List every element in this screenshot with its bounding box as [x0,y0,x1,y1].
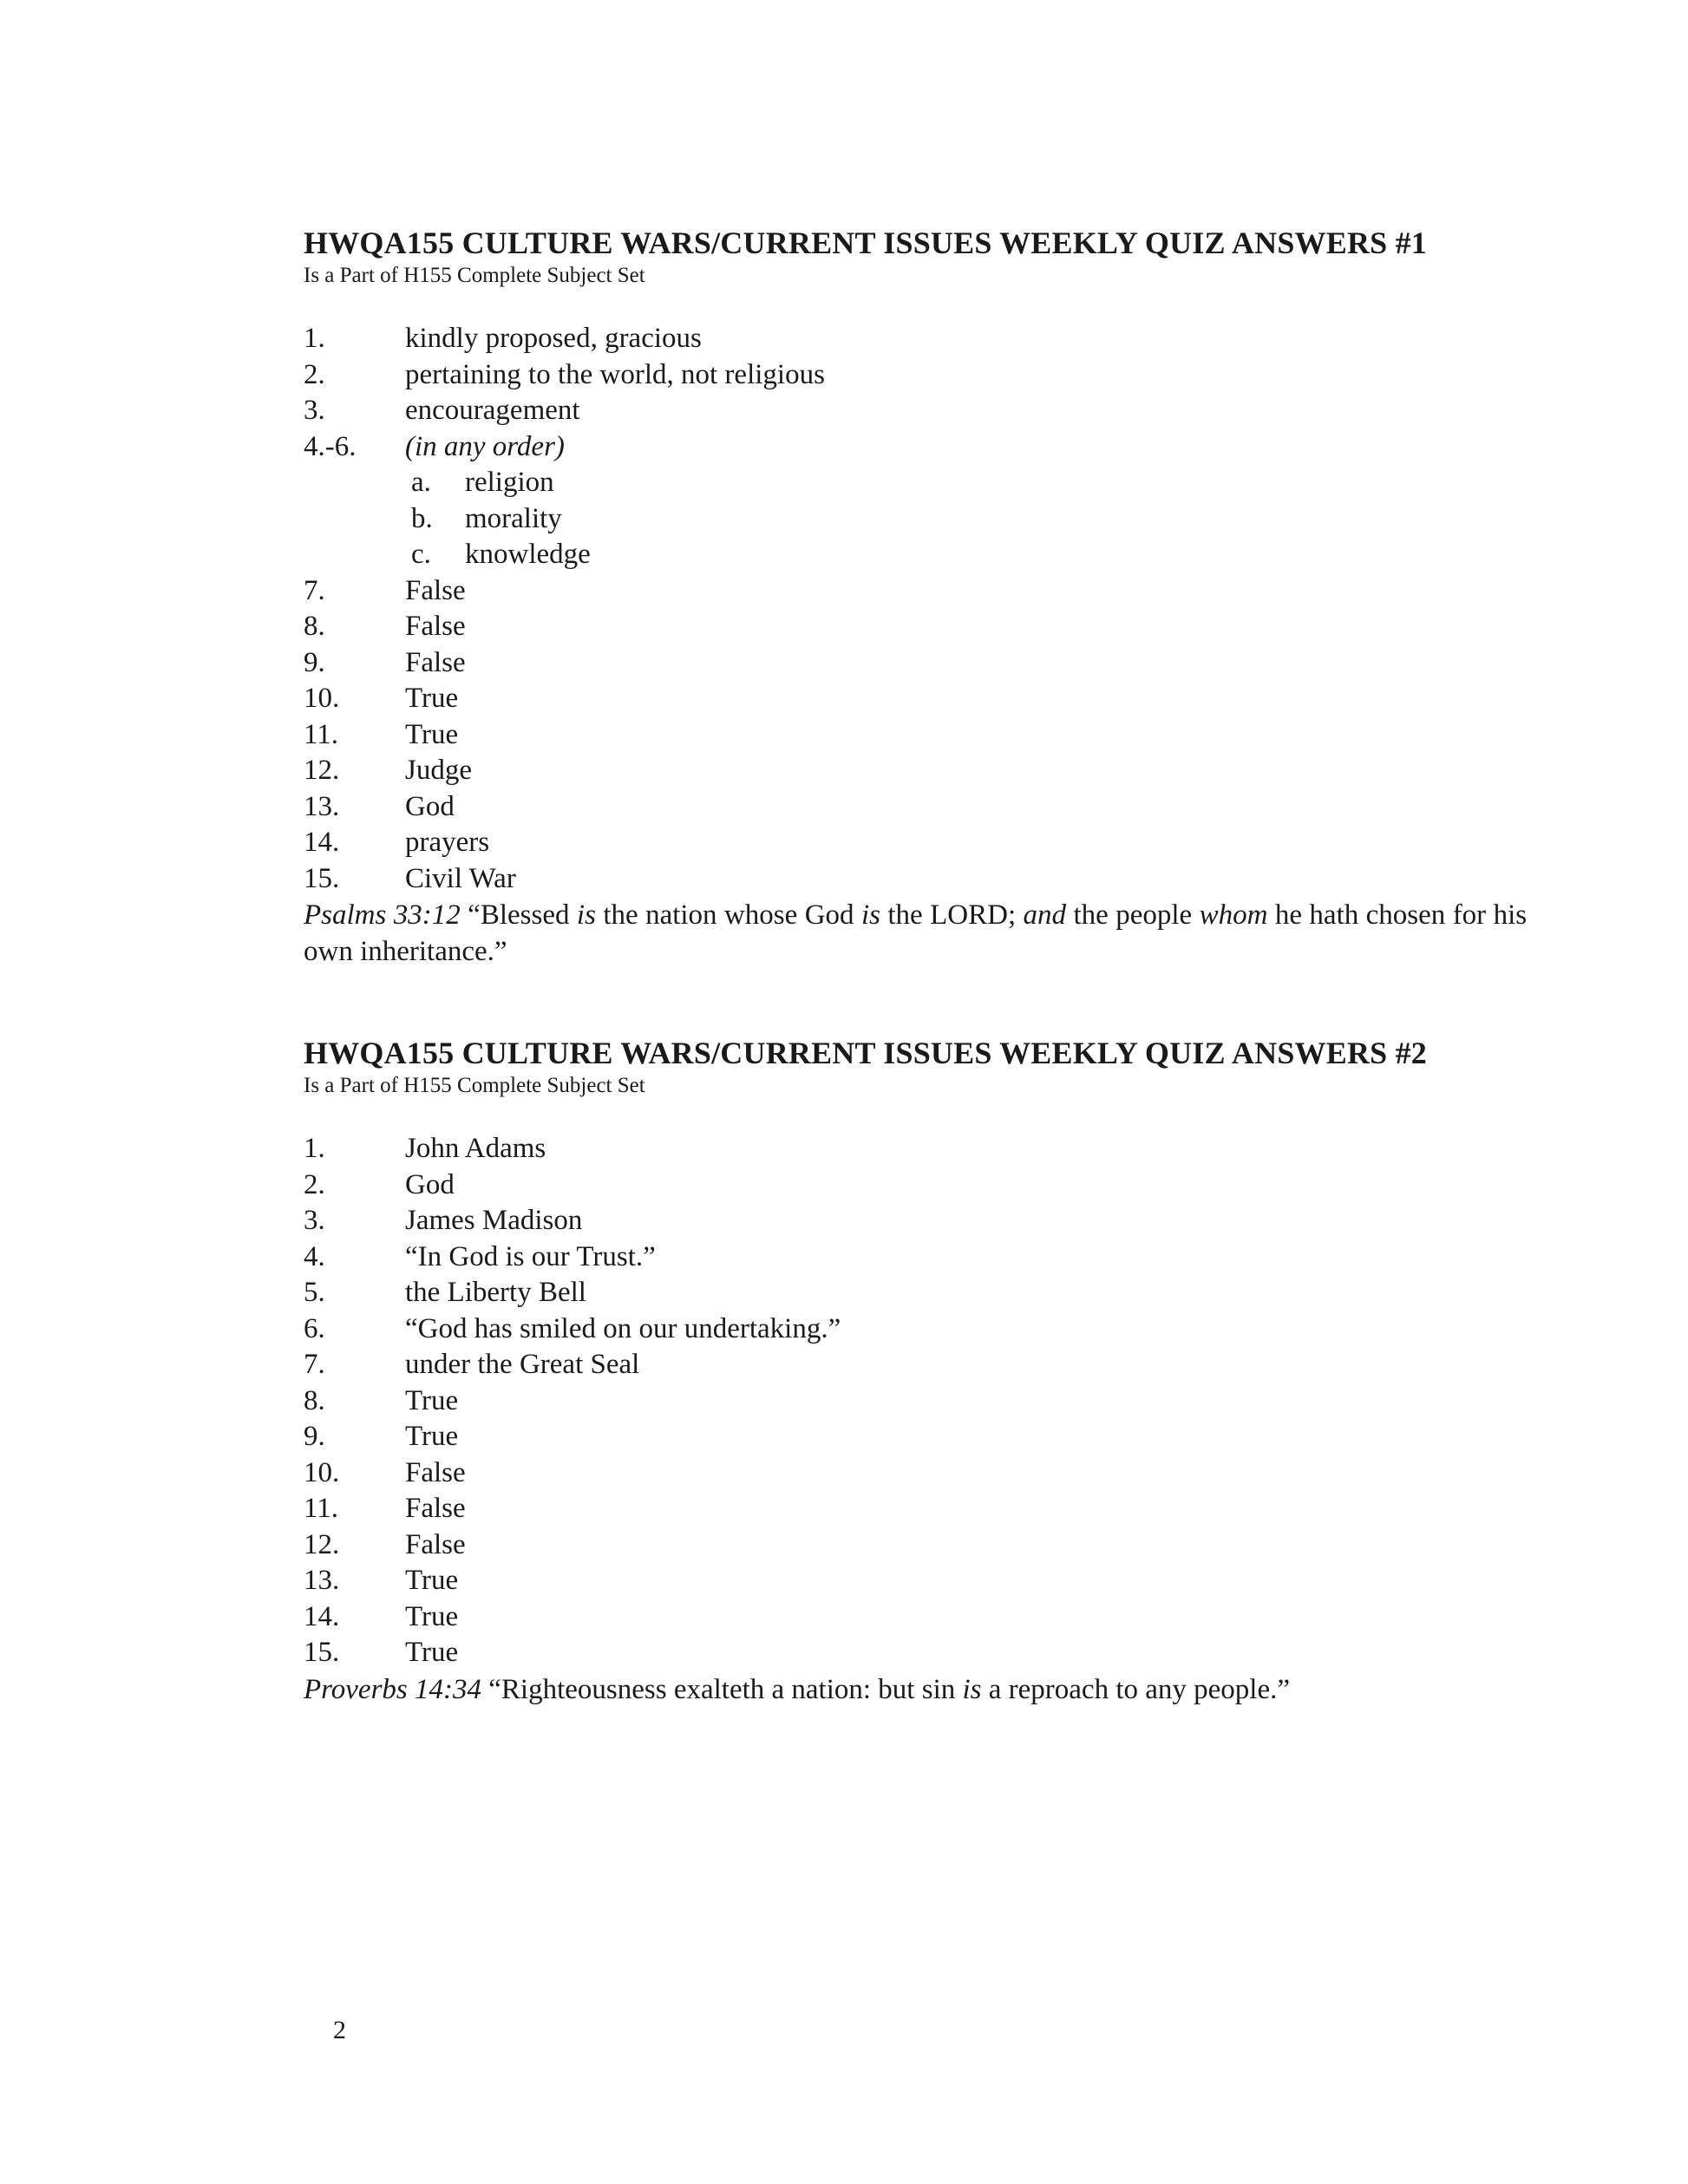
answer-row [304,321,1535,357]
answer-row [304,1563,1535,1599]
answer-text: prayers [405,827,490,858]
answer-text: God [405,1168,455,1200]
answer-text: True [405,1565,459,1596]
answer-row [304,717,1535,754]
answer-number: 11. [304,718,339,750]
answer-text: under the Great Seal [405,1349,640,1380]
answer-text: knowledge [465,539,591,570]
answer-text: True [405,718,459,750]
quiz-1-subtitle: Is a Part of H155 Complete Subject Set [304,264,645,287]
answer-note: (in any order) [405,430,565,462]
answer-number: 11. [304,1493,339,1524]
answer-row [304,753,1535,789]
answer-text: False [405,1493,466,1524]
answer-text: Civil War [405,862,516,894]
verse-text-italic: is [576,899,596,931]
answer-number: 6. [304,1312,325,1344]
answer-number: 3. [304,1205,325,1236]
answer-number: 15. [304,1637,340,1668]
answer-text: James Madison [405,1205,583,1236]
verse-text: “Blessed [468,899,570,931]
answer-number: 2. [304,1168,325,1200]
answer-row [304,1635,1535,1671]
verse-reference: Proverbs 14:34 [304,1673,481,1705]
quiz-2-answer-list [304,1131,1535,1671]
answer-row [304,609,1535,645]
verse-reference: Psalms 33:12 [304,899,461,931]
quiz-2-title: HWQA155 CULTURE WARS/CURRENT ISSUES WEEKLY QUIZ ANSWERS #2 [304,1036,1427,1070]
answer-text: kindly proposed, gracious [405,323,702,354]
answer-row [304,357,1535,394]
answer-row [304,1347,1535,1383]
answer-text: the Liberty Bell [405,1277,586,1308]
verse-text: the people [1073,899,1193,931]
answer-letter: b. [411,502,433,534]
answer-number: 12. [304,755,340,786]
answer-letter: c. [411,539,431,570]
verse-text-italic: and [1023,899,1067,931]
answer-row [304,1239,1535,1276]
answer-text: True [405,1384,459,1416]
quiz-1-title: HWQA155 CULTURE WARS/CURRENT ISSUES WEEKLY QUIZ ANSWERS #1 [304,226,1427,260]
answer-row [304,1419,1535,1455]
answer-number: 7. [304,574,325,606]
scripture-verse [304,1671,1527,1708]
answer-row [304,825,1535,861]
answer-row [304,789,1535,826]
answer-text: God [405,790,455,822]
answer-sub-row [304,537,1535,573]
scripture-verse [304,897,1527,970]
answer-row [304,1131,1535,1167]
quiz-1-section [304,224,1535,970]
answer-text: False [405,1528,466,1560]
answer-number: 14. [304,827,340,858]
answer-text: “God has smiled on our undertaking.” [405,1312,841,1344]
answer-text: True [405,1600,459,1632]
page-number: 2 [333,2016,346,2044]
answer-number: 13. [304,790,340,822]
answer-text: morality [465,502,562,534]
answer-row [304,1455,1535,1492]
answer-text: encouragement [405,395,580,426]
answer-text: “In God is our Trust.” [405,1240,656,1272]
answer-number: 8. [304,611,325,642]
answer-number: 4.-6. [304,430,357,462]
quiz-2-subtitle: Is a Part of H155 Complete Subject Set [304,1074,645,1097]
answer-number: 12. [304,1528,340,1560]
verse-text-italic: is [962,1673,982,1705]
answer-number: 13. [304,1565,340,1596]
answer-sub-row [304,465,1535,501]
answer-number: 1. [304,1133,325,1164]
answer-number: 8. [304,1384,325,1416]
verse-text: “Righteousness exalteth a nation: but sin [488,1673,956,1705]
answer-text: Judge [405,755,472,786]
answer-text: True [405,1421,459,1452]
answer-text: False [405,574,466,606]
answer-text: John Adams [405,1133,546,1164]
verse-text: he hath chosen for his own inheritance.” [304,899,1528,967]
answer-text: False [405,1456,466,1488]
verse-text-italic: whom [1199,899,1268,931]
answer-text: True [405,683,459,714]
answer-number: 10. [304,1456,340,1488]
answer-text: pertaining to the world, not religious [405,358,825,390]
answer-row [304,861,1535,898]
answer-number: 15. [304,862,340,894]
answer-number: 14. [304,1600,340,1632]
verse-text: the LORD; [887,899,1017,931]
answer-text: False [405,611,466,642]
answer-number: 10. [304,683,340,714]
answer-row [304,429,1535,466]
answer-row [304,573,1535,610]
answer-row [304,681,1535,717]
answer-row [304,1311,1535,1348]
quiz-1-answer-list [304,321,1535,897]
answer-row [304,645,1535,682]
answer-text: False [405,646,466,678]
answer-number: 4. [304,1240,325,1272]
answer-row [304,1203,1535,1239]
verse-text: the nation whose God [603,899,854,931]
answer-row [304,1527,1535,1564]
answer-number: 5. [304,1277,325,1308]
answer-row [304,1275,1535,1311]
answer-number: 7. [304,1349,325,1380]
answer-sub-row [304,501,1535,538]
answer-number: 9. [304,646,325,678]
answer-row [304,1167,1535,1204]
answer-number: 1. [304,323,325,354]
answer-letter: a. [411,467,431,498]
answer-text: religion [465,467,554,498]
answer-row [304,1491,1535,1527]
answer-number: 3. [304,395,325,426]
verse-text: a reproach to any people.” [988,1673,1291,1705]
answer-text: True [405,1637,459,1668]
quiz-2-section [304,1034,1535,1708]
answer-row [304,393,1535,429]
answer-number: 9. [304,1421,325,1452]
verse-text-italic: is [860,899,880,931]
answer-row [304,1383,1535,1420]
answer-number: 2. [304,358,325,390]
answer-row [304,1599,1535,1636]
